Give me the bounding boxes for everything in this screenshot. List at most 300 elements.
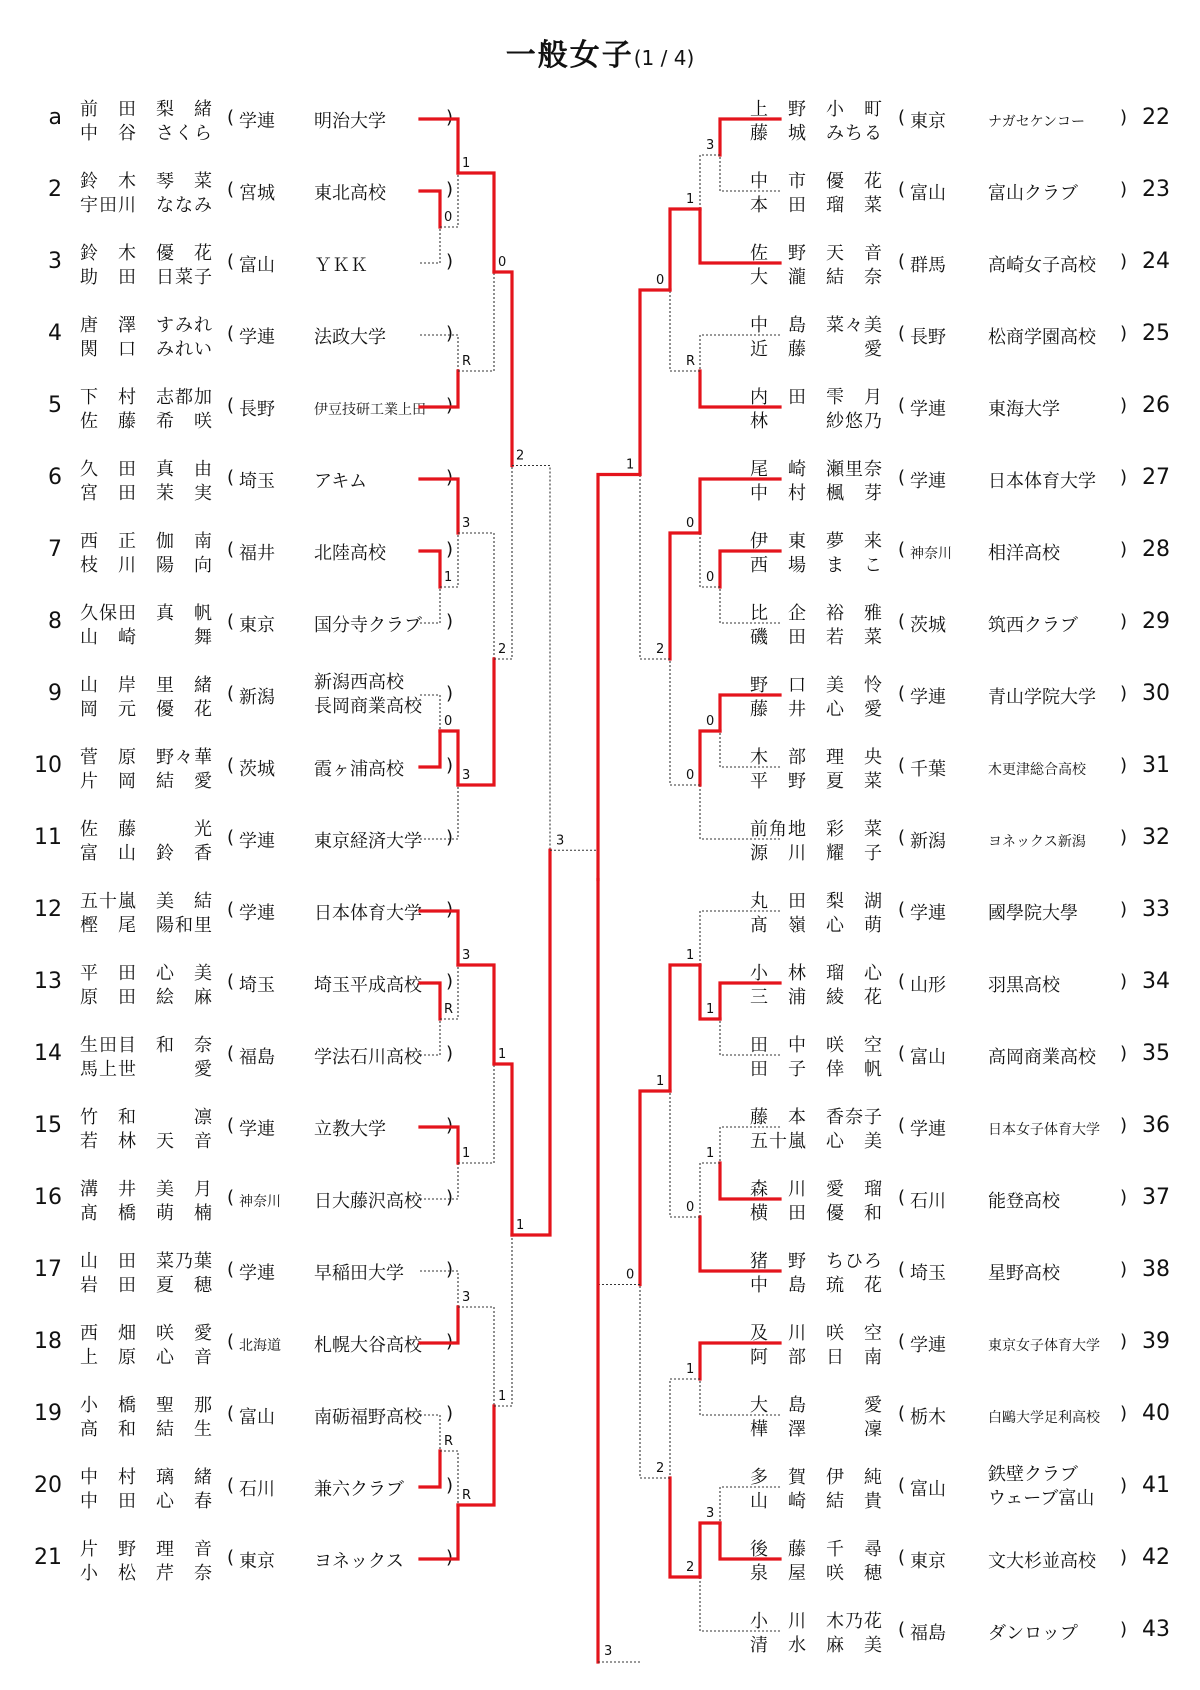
match-score: 0 <box>444 714 453 729</box>
club-name: 札幌大谷高校 <box>314 1335 422 1356</box>
entry-number: 22 <box>1142 105 1170 130</box>
player-name-2: 富 山 鈴 香 <box>80 843 213 864</box>
player-name-2: 林 紗悠乃 <box>750 411 883 432</box>
bracket-line-winner <box>670 533 700 659</box>
paren-open: ( <box>898 899 906 920</box>
player-name-2: 片 岡 結 愛 <box>80 771 213 792</box>
match-score: 1 <box>656 1074 665 1089</box>
entry-number: 13 <box>34 969 62 994</box>
paren-open: ( <box>898 1619 906 1640</box>
player-name-1: 大 島 愛 <box>750 1395 883 1416</box>
prefecture: 埼玉 <box>910 1263 946 1284</box>
player-name-1: 藤 本 香奈子 <box>750 1107 883 1128</box>
player-name-2: 三 浦 綾 花 <box>750 987 883 1008</box>
player-name-1: 久 田 真 由 <box>80 459 213 480</box>
paren-close: ) <box>1120 1547 1128 1568</box>
paren-close: ) <box>446 1259 454 1280</box>
entry-number: 8 <box>48 609 62 634</box>
prefecture: 学連 <box>910 1119 946 1140</box>
player-name-2: 佐 藤 希 咲 <box>80 411 213 432</box>
bracket-line-loser <box>700 785 780 839</box>
entry-number: 34 <box>1142 969 1170 994</box>
entry-number: 31 <box>1142 753 1170 778</box>
bracket-line-loser <box>420 1163 458 1199</box>
player-name-2: 藤 城 みちる <box>750 123 883 144</box>
player-name-2: 若 林 天 音 <box>80 1131 213 1152</box>
paren-open: ( <box>898 107 906 128</box>
match-score: 1 <box>686 1362 695 1377</box>
bracket-line-loser <box>640 475 670 660</box>
bracket-line-winner <box>720 1523 780 1559</box>
entry-number: 24 <box>1142 249 1170 274</box>
match-score: 0 <box>706 714 715 729</box>
paren-open: ( <box>898 395 906 416</box>
prefecture: 茨城 <box>910 615 946 636</box>
club-name: 東京女子体育大学 <box>988 1338 1100 1354</box>
bracket-line-loser <box>700 155 720 209</box>
match-score: 3 <box>604 1644 613 1659</box>
bracket-line-winner <box>700 1523 720 1577</box>
club-name: 國學院大學 <box>988 903 1078 924</box>
paren-close: ) <box>1120 1403 1128 1424</box>
player-name-2: 中 村 楓 芽 <box>750 483 883 504</box>
prefecture: 学連 <box>910 1335 946 1356</box>
club-name: アキム <box>314 471 368 492</box>
bracket-line-loser <box>670 1379 700 1478</box>
paren-open: ( <box>898 827 906 848</box>
paren-open: ( <box>898 1115 906 1136</box>
paren-open: ( <box>227 827 235 848</box>
bracket-line-winner <box>494 272 512 466</box>
club-name: ＹＫＫ <box>314 255 368 276</box>
entry-number: 2 <box>48 177 62 202</box>
prefecture: 学連 <box>239 1119 275 1140</box>
player-name-2: 宇田川 ななみ <box>80 195 213 216</box>
prefecture: 栃木 <box>910 1407 946 1428</box>
bracket-line-winner <box>494 1064 512 1235</box>
paren-open: ( <box>227 1547 235 1568</box>
club-name: 新潟西高校 <box>314 672 404 693</box>
prefecture: 宮城 <box>239 183 275 204</box>
paren-close: ) <box>1120 1331 1128 1352</box>
paren-close: ) <box>1120 395 1128 416</box>
paren-close: ) <box>1120 323 1128 344</box>
match-score: 1 <box>626 457 635 473</box>
prefecture: 富山 <box>910 1047 946 1068</box>
match-score: 3 <box>706 138 715 153</box>
bracket-line-loser <box>720 1127 780 1163</box>
club-name: ヨネックス新潟 <box>988 834 1086 850</box>
bracket-line-loser <box>420 227 440 263</box>
entry-number: 30 <box>1142 681 1170 706</box>
entry-number: 21 <box>34 1545 62 1570</box>
prefecture: 東京 <box>239 615 275 636</box>
entry-number: 11 <box>34 825 62 850</box>
player-name-1: 生田目 和 奈 <box>80 1035 213 1056</box>
paren-close: ) <box>446 1187 454 1208</box>
paren-close: ) <box>1120 1115 1128 1136</box>
paren-open: ( <box>227 899 235 920</box>
match-score: 1 <box>516 1218 525 1233</box>
prefecture: 神奈川 <box>910 546 952 562</box>
prefecture: 富山 <box>910 1479 946 1500</box>
bracket-line-loser <box>700 1577 780 1631</box>
prefecture: 新潟 <box>910 831 946 852</box>
match-score: 0 <box>656 273 665 288</box>
bracket-line-loser <box>670 659 700 785</box>
paren-close: ) <box>446 971 454 992</box>
player-name-2: 阿 部 日 南 <box>750 1347 883 1368</box>
paren-close: ) <box>446 611 454 632</box>
club-name: 霞ヶ浦高校 <box>314 759 404 780</box>
match-score: 1 <box>706 1002 715 1017</box>
paren-open: ( <box>898 971 906 992</box>
entry-number: 3 <box>48 249 62 274</box>
player-name-1: 猪 野 ちひろ <box>750 1251 883 1272</box>
player-name-1: 菅 原 野々華 <box>80 747 213 768</box>
club-name: ヨネックス <box>314 1551 404 1572</box>
club-name: 国分寺クラブ <box>314 615 422 636</box>
player-name-2: 宮 田 茉 実 <box>80 483 213 504</box>
paren-open: ( <box>227 395 235 416</box>
club-name: 松商学園高校 <box>988 327 1096 348</box>
title-main: 一般女子 <box>505 38 634 73</box>
match-score: 1 <box>706 1146 715 1161</box>
match-score: 0 <box>686 768 695 783</box>
paren-close: ) <box>1120 1619 1128 1640</box>
prefecture: 福島 <box>910 1623 946 1644</box>
entry-number: 37 <box>1142 1185 1170 1210</box>
bracket-line-winner <box>700 371 780 407</box>
club-name: 早稲田大学 <box>314 1263 404 1284</box>
club-name: 日本体育大学 <box>314 903 422 924</box>
club-name: 木更津総合高校 <box>988 762 1086 778</box>
prefecture: 学連 <box>910 687 946 708</box>
club-name: 高崎女子高校 <box>988 255 1096 276</box>
player-name-1: 西 畑 咲 愛 <box>80 1323 213 1344</box>
paren-close: ) <box>446 1547 454 1568</box>
player-name-2: 藤 井 心 愛 <box>750 699 883 720</box>
match-score: 0 <box>498 255 507 270</box>
bracket-line-loser <box>420 587 440 623</box>
paren-open: ( <box>898 683 906 704</box>
paren-open: ( <box>898 1403 906 1424</box>
player-name-1: 久保田 真 帆 <box>80 603 213 624</box>
bracket-line-loser <box>670 290 700 371</box>
prefecture: 富山 <box>239 255 275 276</box>
player-name-2: 五十嵐 心 美 <box>750 1131 883 1152</box>
player-name-1: 小 川 木乃花 <box>750 1611 883 1632</box>
bracket-line-loser <box>720 155 780 191</box>
player-name-1: 五十嵐 美 結 <box>80 891 213 912</box>
entry-number: 27 <box>1142 465 1170 490</box>
paren-open: ( <box>898 611 906 632</box>
club-name: ダンロップ <box>988 1623 1078 1644</box>
bracket-line-winner <box>720 551 780 587</box>
match-score: 1 <box>498 1389 507 1404</box>
club-name: 青山学院大学 <box>988 687 1096 708</box>
paren-close: ) <box>1120 251 1128 272</box>
paren-close: ) <box>1120 1259 1128 1280</box>
paren-open: ( <box>227 467 235 488</box>
title-sub: (1 / 4) <box>633 46 695 70</box>
player-name-1: 山 岸 里 緒 <box>80 675 213 696</box>
entry-number: 20 <box>34 1473 62 1498</box>
bracket-line-winner <box>700 479 780 533</box>
player-name-1: 比 企 裕 雅 <box>750 603 883 624</box>
bracket-line-loser <box>720 1019 780 1055</box>
player-name-1: 内 田 雫 月 <box>750 387 883 408</box>
prefecture: 学連 <box>239 111 275 132</box>
player-name-2: 岡 元 優 花 <box>80 699 213 720</box>
paren-close: ) <box>1120 467 1128 488</box>
match-score: 3 <box>462 768 471 783</box>
player-name-1: 下 村 志都加 <box>80 387 213 408</box>
player-name-2: 樺 澤 凜 <box>750 1419 883 1440</box>
entry-number: 39 <box>1142 1329 1170 1354</box>
club-name: 筑西クラブ <box>988 615 1078 636</box>
paren-close: ) <box>1120 611 1128 632</box>
bracket-line-winner <box>512 850 550 1235</box>
paren-close: ) <box>1120 683 1128 704</box>
paren-close: ) <box>446 1331 454 1352</box>
player-name-1: 佐 藤 光 <box>80 819 213 840</box>
player-name-1: 上 野 小 町 <box>750 99 883 120</box>
bracket-line-loser <box>420 695 440 731</box>
paren-close: ) <box>1120 827 1128 848</box>
player-name-1: 伊 東 夢 来 <box>750 531 883 552</box>
player-name-1: 前 田 梨 緒 <box>80 99 213 120</box>
entry-number: 32 <box>1142 825 1170 850</box>
club-name: 埼玉平成高校 <box>314 975 422 996</box>
bracket-line-loser <box>700 1163 720 1217</box>
match-score: R <box>444 1434 454 1449</box>
entry-number: 18 <box>34 1329 62 1354</box>
entry-number: 16 <box>34 1185 62 1210</box>
entry-number: 35 <box>1142 1041 1170 1066</box>
club-name: 東京経済大学 <box>314 831 422 852</box>
prefecture: 石川 <box>239 1479 275 1500</box>
paren-open: ( <box>227 323 235 344</box>
entry-number: 43 <box>1142 1617 1170 1642</box>
bracket-line-winner <box>720 119 780 155</box>
prefecture: 学連 <box>239 1263 275 1284</box>
prefecture: 長野 <box>239 399 275 420</box>
player-name-2: 枝 川 陽 向 <box>80 555 213 576</box>
entry-number: a <box>48 105 62 130</box>
prefecture: 東京 <box>239 1551 275 1572</box>
player-name-1: 森 川 愛 瑠 <box>750 1179 883 1200</box>
bracket-line-winner <box>420 551 440 587</box>
bracket-line-loser <box>700 1379 780 1415</box>
club-name: 富山クラブ <box>988 183 1078 204</box>
entry-number: 40 <box>1142 1401 1170 1426</box>
match-score: 0 <box>626 1267 635 1283</box>
bracket-line-winner <box>458 965 494 1064</box>
player-name-1: 鈴 木 琴 菜 <box>80 171 213 192</box>
prefecture: 茨城 <box>239 759 275 780</box>
player-name-2: 中 島 琉 花 <box>750 1275 883 1296</box>
player-name-1: 中 村 璃 緒 <box>80 1467 213 1488</box>
bracket-line-loser <box>458 533 494 659</box>
bracket-line-winner <box>700 731 720 785</box>
player-name-2: 磯 田 若 菜 <box>750 627 883 648</box>
entry-number: 41 <box>1142 1473 1170 1498</box>
club-name: 法政大学 <box>314 327 386 348</box>
match-score: 0 <box>686 1200 695 1215</box>
paren-close: ) <box>446 179 454 200</box>
bracket-line-winner <box>420 1127 458 1163</box>
paren-open: ( <box>227 1187 235 1208</box>
match-score: 2 <box>516 448 525 464</box>
paren-close: ) <box>446 827 454 848</box>
player-name-2: 髙 嶺 心 萌 <box>750 915 883 936</box>
player-name-1: 多 賀 伊 純 <box>750 1467 883 1488</box>
bracket-line-loser <box>440 1451 458 1505</box>
player-name-1: 鈴 木 優 花 <box>80 243 213 264</box>
entry-number: 38 <box>1142 1257 1170 1282</box>
match-score: 0 <box>706 570 715 585</box>
club-name: ナガセケンコー <box>988 114 1086 130</box>
bracket-line-winner <box>420 1451 440 1487</box>
paren-open: ( <box>227 1115 235 1136</box>
paren-close: ) <box>446 899 454 920</box>
paren-open: ( <box>898 467 906 488</box>
club-name: 鉄壁クラブ <box>988 1464 1078 1485</box>
player-name-1: 田 中 咲 空 <box>750 1035 883 1056</box>
player-name-2: 中 谷 さくら <box>80 123 213 144</box>
prefecture: 福島 <box>239 1047 275 1068</box>
match-score: 1 <box>444 570 453 585</box>
prefecture: 福井 <box>239 543 275 564</box>
player-name-1: 山 田 菜乃葉 <box>80 1251 213 1272</box>
bracket-line-loser <box>512 466 550 851</box>
match-score: 1 <box>462 156 471 171</box>
player-name-1: 小 林 瑠 心 <box>750 963 883 984</box>
player-name-2: 山 崎 舞 <box>80 627 213 648</box>
bracket-line-winner <box>440 731 458 785</box>
paren-open: ( <box>898 251 906 272</box>
bracket-line-loser <box>420 335 458 371</box>
match-score: 2 <box>656 1461 665 1476</box>
entry-number: 23 <box>1142 177 1170 202</box>
prefecture: 新潟 <box>239 687 275 708</box>
entry-number: 5 <box>48 393 62 418</box>
prefecture: 長野 <box>910 327 946 348</box>
paren-open: ( <box>227 251 235 272</box>
match-score: 3 <box>462 516 471 531</box>
prefecture: 北海道 <box>239 1338 281 1354</box>
bracket-line-winner <box>420 911 458 965</box>
paren-open: ( <box>227 1331 235 1352</box>
bracket-line-winner <box>670 1478 700 1577</box>
entry-number: 10 <box>34 753 62 778</box>
club-name: 日本女子体育大学 <box>988 1122 1100 1138</box>
club-name: 文大杉並高校 <box>988 1551 1096 1572</box>
prefecture: 学連 <box>910 399 946 420</box>
prefecture: 東京 <box>910 1551 946 1572</box>
match-score: 1 <box>498 1047 507 1062</box>
club-name: 東北高校 <box>314 183 386 204</box>
bracket-line-loser <box>670 1091 700 1217</box>
bracket-line-winner <box>700 209 780 263</box>
match-score: 1 <box>686 948 695 963</box>
match-score: 1 <box>462 1146 471 1161</box>
player-name-1: 溝 井 美 月 <box>80 1179 213 1200</box>
paren-close: ) <box>1120 179 1128 200</box>
match-score: 3 <box>462 1290 471 1305</box>
paren-close: ) <box>446 1115 454 1136</box>
bracket-line-loser <box>720 1487 780 1523</box>
player-name-2: 上 原 心 音 <box>80 1347 213 1368</box>
prefecture: 埼玉 <box>239 471 275 492</box>
paren-open: ( <box>898 323 906 344</box>
bracket-line-winner <box>700 1343 780 1379</box>
player-name-1: 唐 澤 すみれ <box>80 315 213 336</box>
entry-number: 7 <box>48 537 62 562</box>
prefecture: 埼玉 <box>239 975 275 996</box>
prefecture: 富山 <box>910 183 946 204</box>
bracket-line-loser <box>420 1415 440 1451</box>
player-name-1: 尾 崎 瀬里奈 <box>750 459 883 480</box>
prefecture: 学連 <box>239 831 275 852</box>
player-name-2: 樫 尾 陽和里 <box>80 915 213 936</box>
bracket-line-loser <box>420 785 458 839</box>
bracket-line-winner <box>420 731 440 767</box>
prefecture: 学連 <box>239 903 275 924</box>
entry-number: 15 <box>34 1113 62 1138</box>
paren-close: ) <box>446 1475 454 1496</box>
paren-open: ( <box>898 1331 906 1352</box>
player-name-2: 横 田 優 和 <box>750 1203 883 1224</box>
club-name: 相洋高校 <box>988 543 1060 564</box>
prefecture: 石川 <box>910 1191 946 1212</box>
club-name-2: 長岡商業高校 <box>314 696 422 717</box>
bracket-line-loser <box>720 731 780 767</box>
bracket-line-loser <box>494 1235 512 1406</box>
bracket-line-loser <box>494 466 512 660</box>
club-name: 白鷗大学足利高校 <box>988 1410 1100 1426</box>
match-score: 2 <box>686 1560 695 1575</box>
player-name-2: 近 藤 愛 <box>750 339 883 360</box>
club-name-2: ウェーブ富山 <box>988 1488 1095 1509</box>
club-name: 羽黒高校 <box>988 975 1060 996</box>
paren-close: ) <box>1120 899 1128 920</box>
prefecture: 千葉 <box>910 759 946 780</box>
club-name: 北陸高校 <box>314 543 386 564</box>
paren-open: ( <box>227 107 235 128</box>
match-score: 1 <box>686 192 695 207</box>
paren-open: ( <box>898 539 906 560</box>
paren-open: ( <box>898 1475 906 1496</box>
bracket-line-winner <box>720 1163 780 1199</box>
player-name-1: 前角地 彩 菜 <box>750 819 883 840</box>
player-name-1: 後 藤 千 尋 <box>750 1539 883 1560</box>
match-score: 0 <box>686 516 695 531</box>
entry-number: 29 <box>1142 609 1170 634</box>
entry-number: 36 <box>1142 1113 1170 1138</box>
player-name-2: 田 子 倖 帆 <box>750 1059 883 1080</box>
player-name-2: 源 川 耀 子 <box>750 843 883 864</box>
player-name-2: 清 水 麻 美 <box>750 1635 883 1656</box>
entry-number: 17 <box>34 1257 62 1282</box>
bracket-line-winner <box>420 479 458 533</box>
paren-close: ) <box>446 467 454 488</box>
club-name: 伊豆技研工業上田 <box>314 402 426 418</box>
club-name: 南砺福野高校 <box>314 1407 422 1428</box>
paren-open: ( <box>227 1259 235 1280</box>
entry-number: 33 <box>1142 897 1170 922</box>
